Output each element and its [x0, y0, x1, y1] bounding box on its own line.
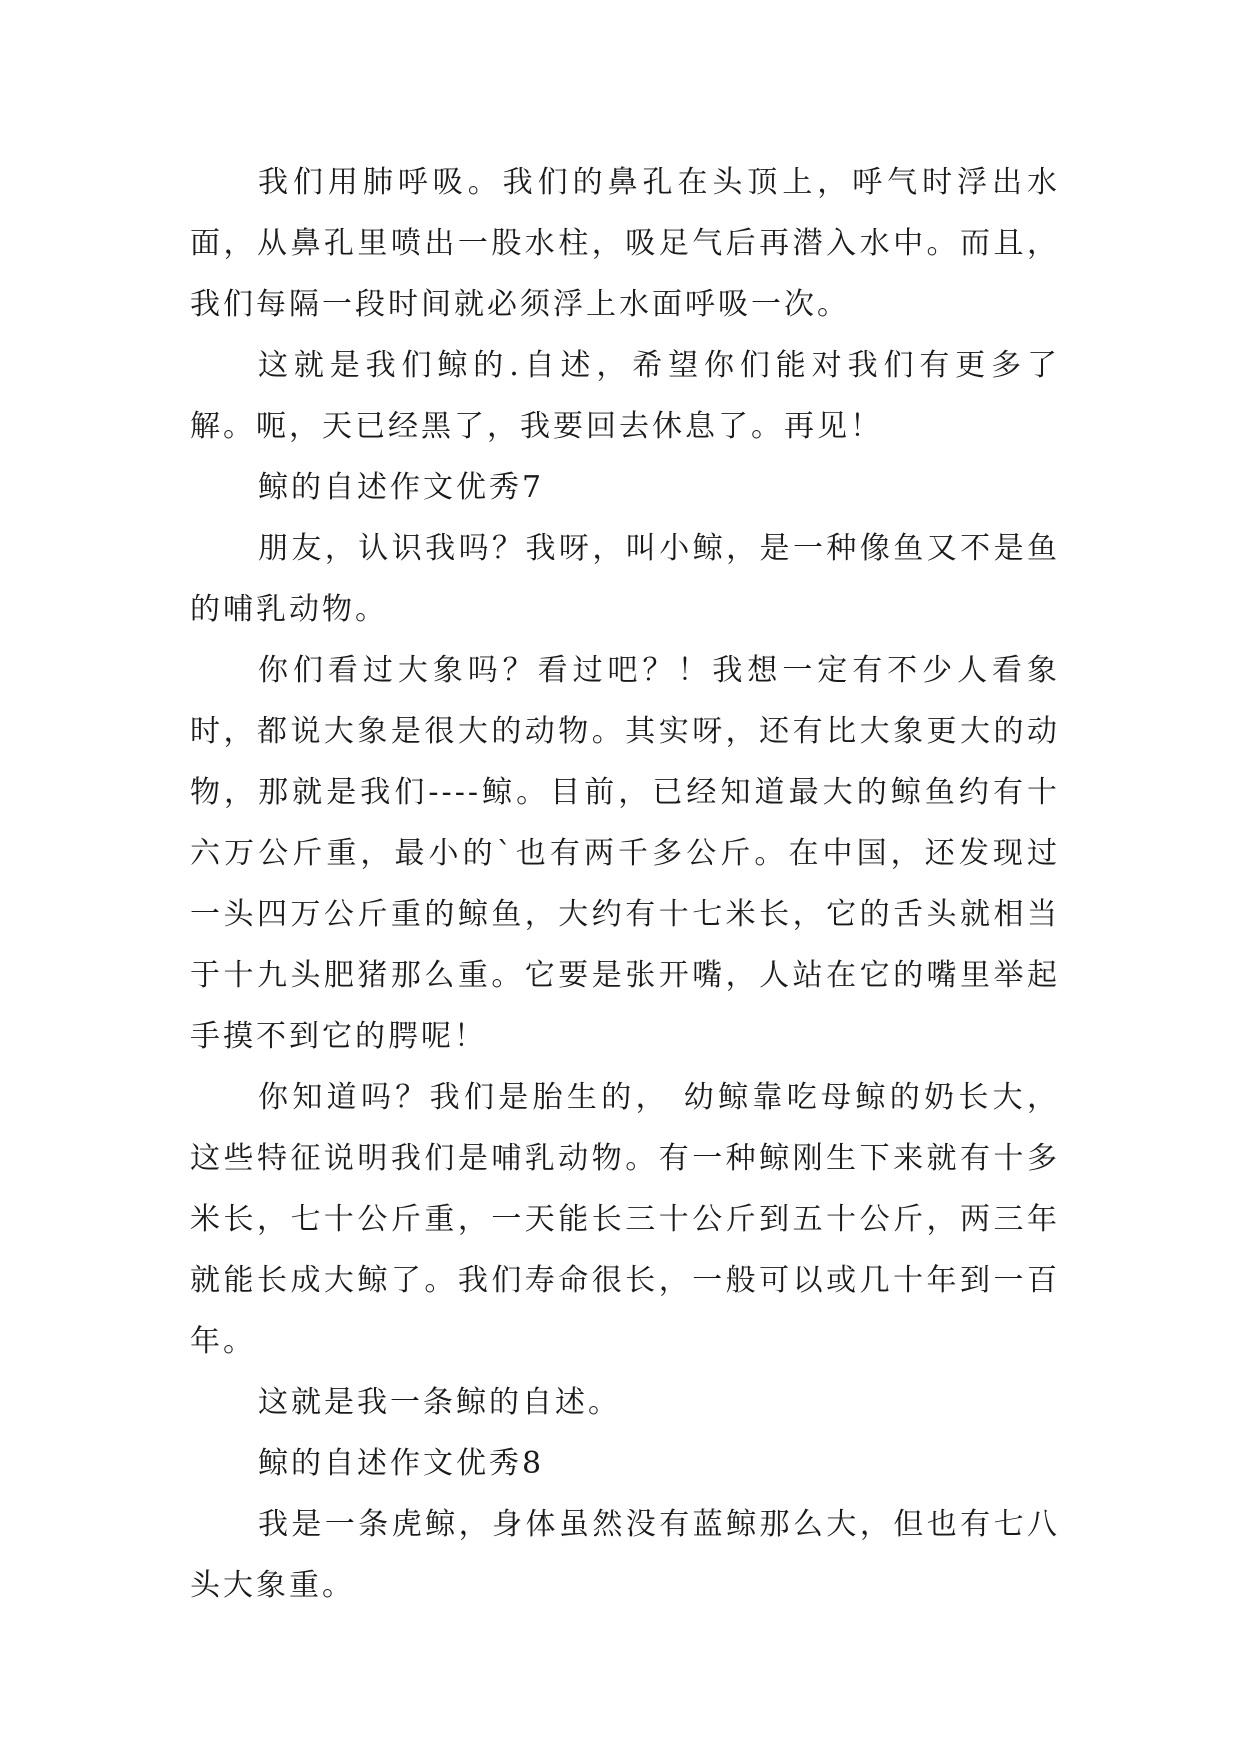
- paragraph: 我们用肺呼吸。我们的鼻孔在头顶上，呼气时浮出水面，从鼻孔里喷出一股水柱，吸足气后再潜入水中。而且，我们每隔一段时间就必须浮上水面呼吸一次。: [190, 165, 1060, 322]
- paragraph: 这就是我们鲸的.自述，希望你们能对我们有更多了解。呃，天已经黑了，我要回去休息了。再见！: [190, 348, 1060, 444]
- document-body: [190, 152, 1060, 1616]
- paragraph: 朋友，认识我吗？我呀，叫小鲸，是一种像鱼又不是鱼的哺乳动物。: [190, 531, 1060, 627]
- section-heading: 鲸的自述作文优秀7: [258, 470, 545, 505]
- paragraph: 你知道吗？我们是胎生的， 幼鲸靠吃母鲸的奶长大，这些特征说明我们是哺乳动物。有一种鲸刚生下来就有十多米长，七十公斤重，一天能长三十公斤到五十公斤，两三年就能长成大鲸了。我们寿命很长，一般可以或几十年到一百年。: [190, 1080, 1060, 1359]
- paragraph: 这就是我一条鲸的自述。: [258, 1385, 621, 1420]
- paragraph: 你们看过大象吗？看过吧？！我想一定有不少人看象时，都说大象是很大的动物。其实呀，还有比大象更大的动物，那就是我们----鲸。目前，已经知道最大的鲸鱼约有十六万公斤重，最小的`也有两千多公斤。在中国，还发现过一头四万公斤重的鲸鱼，大约有十七米长，它的舌头就相当于十九头肥猪那么重。它要是张开嘴，人站在它的嘴里举起手摸不到它的腭呢！: [190, 653, 1060, 1054]
- paragraph: 我是一条虎鲸，身体虽然没有蓝鲸那么大，但也有七八头大象重。: [190, 1507, 1060, 1603]
- section-heading: 鲸的自述作文优秀8: [258, 1446, 545, 1481]
